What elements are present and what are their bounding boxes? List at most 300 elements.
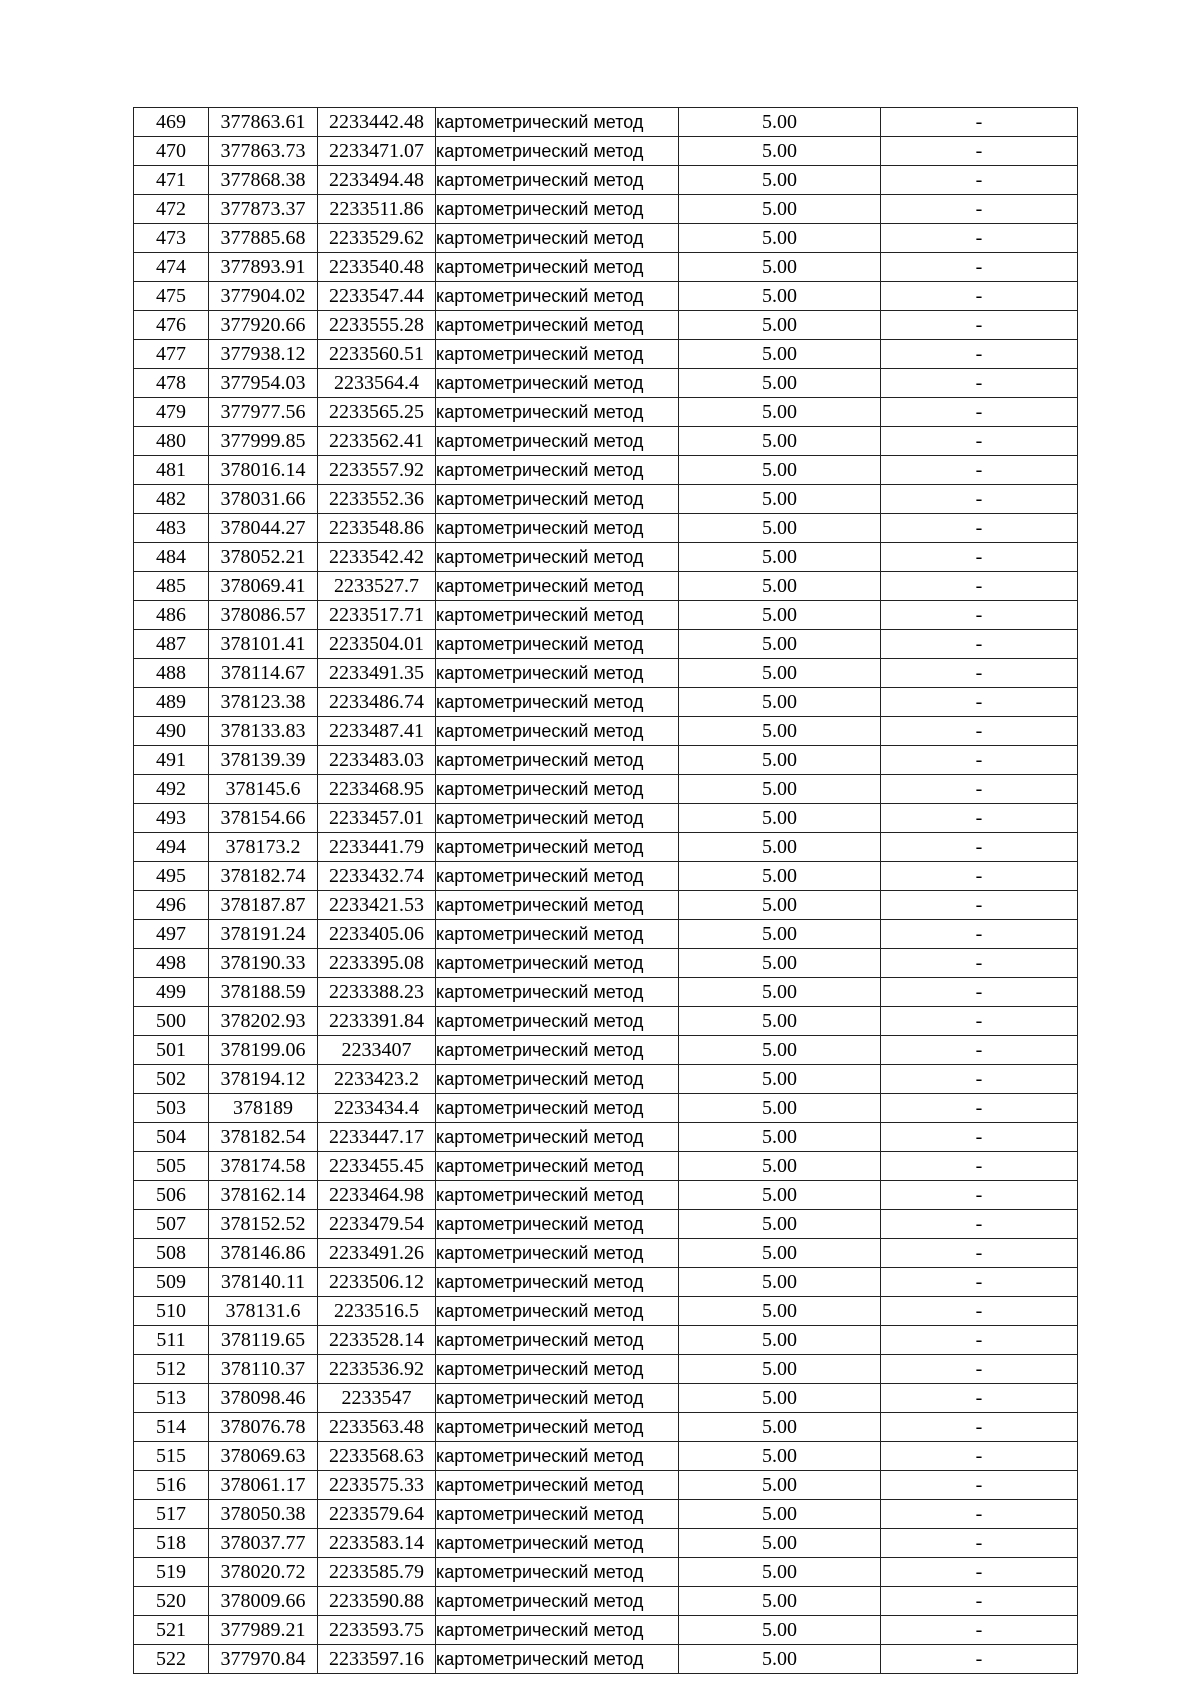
description-cell: - xyxy=(881,1065,1078,1094)
method-cell: картометрический метод xyxy=(436,1326,679,1355)
table-row xyxy=(134,1181,1078,1210)
y-coordinate-cell: 2233548.86 xyxy=(318,514,436,543)
coordinates-table xyxy=(133,107,1078,1674)
y-coordinate-cell: 2233442.48 xyxy=(318,108,436,137)
method-cell: картометрический метод xyxy=(436,1210,679,1239)
point-number-cell: 517 xyxy=(134,1500,209,1529)
point-number-cell: 492 xyxy=(134,775,209,804)
point-number-cell: 475 xyxy=(134,282,209,311)
x-coordinate-cell: 377885.68 xyxy=(209,224,318,253)
point-number-cell: 518 xyxy=(134,1529,209,1558)
accuracy-cell: 5.00 xyxy=(679,1384,881,1413)
method-cell: картометрический метод xyxy=(436,1384,679,1413)
method-cell: картометрический метод xyxy=(436,1297,679,1326)
accuracy-cell: 5.00 xyxy=(679,1065,881,1094)
accuracy-cell: 5.00 xyxy=(679,659,881,688)
accuracy-cell: 5.00 xyxy=(679,1326,881,1355)
description-cell: - xyxy=(881,978,1078,1007)
method-cell: картометрический метод xyxy=(436,1413,679,1442)
description-cell: - xyxy=(881,1268,1078,1297)
table-row xyxy=(134,630,1078,659)
point-number-cell: 478 xyxy=(134,369,209,398)
description-cell: - xyxy=(881,369,1078,398)
accuracy-cell: 5.00 xyxy=(679,253,881,282)
description-cell: - xyxy=(881,1529,1078,1558)
x-coordinate-cell: 377954.03 xyxy=(209,369,318,398)
accuracy-cell: 5.00 xyxy=(679,1123,881,1152)
method-cell: картометрический метод xyxy=(436,688,679,717)
x-coordinate-cell: 377938.12 xyxy=(209,340,318,369)
table-row xyxy=(134,891,1078,920)
x-coordinate-cell: 378044.27 xyxy=(209,514,318,543)
point-number-cell: 479 xyxy=(134,398,209,427)
table-row xyxy=(134,195,1078,224)
x-coordinate-cell: 378009.66 xyxy=(209,1587,318,1616)
description-cell: - xyxy=(881,1036,1078,1065)
x-coordinate-cell: 378173.2 xyxy=(209,833,318,862)
description-cell: - xyxy=(881,659,1078,688)
accuracy-cell: 5.00 xyxy=(679,166,881,195)
accuracy-cell: 5.00 xyxy=(679,1007,881,1036)
accuracy-cell: 5.00 xyxy=(679,1558,881,1587)
point-number-cell: 482 xyxy=(134,485,209,514)
table-row xyxy=(134,1239,1078,1268)
table-row xyxy=(134,920,1078,949)
y-coordinate-cell: 2233579.64 xyxy=(318,1500,436,1529)
y-coordinate-cell: 2233560.51 xyxy=(318,340,436,369)
method-cell: картометрический метод xyxy=(436,456,679,485)
point-number-cell: 521 xyxy=(134,1616,209,1645)
x-coordinate-cell: 378152.52 xyxy=(209,1210,318,1239)
description-cell: - xyxy=(881,1152,1078,1181)
point-number-cell: 470 xyxy=(134,137,209,166)
table-row xyxy=(134,746,1078,775)
method-cell: картометрический метод xyxy=(436,253,679,282)
point-number-cell: 503 xyxy=(134,1094,209,1123)
accuracy-cell: 5.00 xyxy=(679,398,881,427)
description-cell: - xyxy=(881,137,1078,166)
point-number-cell: 514 xyxy=(134,1413,209,1442)
accuracy-cell: 5.00 xyxy=(679,195,881,224)
y-coordinate-cell: 2233529.62 xyxy=(318,224,436,253)
table-row xyxy=(134,1645,1078,1674)
point-number-cell: 471 xyxy=(134,166,209,195)
x-coordinate-cell: 378188.59 xyxy=(209,978,318,1007)
description-cell: - xyxy=(881,1558,1078,1587)
accuracy-cell: 5.00 xyxy=(679,224,881,253)
method-cell: картометрический метод xyxy=(436,282,679,311)
method-cell: картометрический метод xyxy=(436,949,679,978)
point-number-cell: 484 xyxy=(134,543,209,572)
y-coordinate-cell: 2233562.41 xyxy=(318,427,436,456)
x-coordinate-cell: 378114.67 xyxy=(209,659,318,688)
point-number-cell: 477 xyxy=(134,340,209,369)
point-number-cell: 472 xyxy=(134,195,209,224)
y-coordinate-cell: 2233432.74 xyxy=(318,862,436,891)
y-coordinate-cell: 2233468.95 xyxy=(318,775,436,804)
table-row xyxy=(134,543,1078,572)
accuracy-cell: 5.00 xyxy=(679,920,881,949)
y-coordinate-cell: 2233395.08 xyxy=(318,949,436,978)
method-cell: картометрический метод xyxy=(436,1616,679,1645)
accuracy-cell: 5.00 xyxy=(679,1036,881,1065)
accuracy-cell: 5.00 xyxy=(679,456,881,485)
accuracy-cell: 5.00 xyxy=(679,601,881,630)
point-number-cell: 469 xyxy=(134,108,209,137)
description-cell: - xyxy=(881,1326,1078,1355)
point-number-cell: 497 xyxy=(134,920,209,949)
method-cell: картометрический метод xyxy=(436,746,679,775)
y-coordinate-cell: 2233479.54 xyxy=(318,1210,436,1239)
table-row xyxy=(134,311,1078,340)
y-coordinate-cell: 2233585.79 xyxy=(318,1558,436,1587)
accuracy-cell: 5.00 xyxy=(679,282,881,311)
table-row xyxy=(134,601,1078,630)
description-cell: - xyxy=(881,1297,1078,1326)
x-coordinate-cell: 377999.85 xyxy=(209,427,318,456)
description-cell: - xyxy=(881,1587,1078,1616)
point-number-cell: 480 xyxy=(134,427,209,456)
method-cell: картометрический метод xyxy=(436,1123,679,1152)
x-coordinate-cell: 378016.14 xyxy=(209,456,318,485)
point-number-cell: 519 xyxy=(134,1558,209,1587)
accuracy-cell: 5.00 xyxy=(679,311,881,340)
accuracy-cell: 5.00 xyxy=(679,514,881,543)
method-cell: картометрический метод xyxy=(436,340,679,369)
accuracy-cell: 5.00 xyxy=(679,746,881,775)
y-coordinate-cell: 2233486.74 xyxy=(318,688,436,717)
x-coordinate-cell: 378140.11 xyxy=(209,1268,318,1297)
description-cell: - xyxy=(881,1384,1078,1413)
x-coordinate-cell: 377989.21 xyxy=(209,1616,318,1645)
description-cell: - xyxy=(881,1616,1078,1645)
accuracy-cell: 5.00 xyxy=(679,1413,881,1442)
y-coordinate-cell: 2233434.4 xyxy=(318,1094,436,1123)
method-cell: картометрический метод xyxy=(436,166,679,195)
y-coordinate-cell: 2233517.71 xyxy=(318,601,436,630)
x-coordinate-cell: 378139.39 xyxy=(209,746,318,775)
method-cell: картометрический метод xyxy=(436,108,679,137)
method-cell: картометрический метод xyxy=(436,514,679,543)
description-cell: - xyxy=(881,601,1078,630)
accuracy-cell: 5.00 xyxy=(679,137,881,166)
table-row xyxy=(134,1094,1078,1123)
x-coordinate-cell: 378069.41 xyxy=(209,572,318,601)
accuracy-cell: 5.00 xyxy=(679,1442,881,1471)
y-coordinate-cell: 2233555.28 xyxy=(318,311,436,340)
description-cell: - xyxy=(881,543,1078,572)
method-cell: картометрический метод xyxy=(436,1268,679,1297)
table-row xyxy=(134,1355,1078,1384)
table-row xyxy=(134,1268,1078,1297)
table-row xyxy=(134,1587,1078,1616)
accuracy-cell: 5.00 xyxy=(679,108,881,137)
description-cell: - xyxy=(881,920,1078,949)
accuracy-cell: 5.00 xyxy=(679,717,881,746)
table-row xyxy=(134,572,1078,601)
x-coordinate-cell: 378110.37 xyxy=(209,1355,318,1384)
description-cell: - xyxy=(881,1210,1078,1239)
method-cell: картометрический метод xyxy=(436,1065,679,1094)
method-cell: картометрический метод xyxy=(436,485,679,514)
point-number-cell: 495 xyxy=(134,862,209,891)
point-number-cell: 506 xyxy=(134,1181,209,1210)
accuracy-cell: 5.00 xyxy=(679,1471,881,1500)
point-number-cell: 504 xyxy=(134,1123,209,1152)
x-coordinate-cell: 378189 xyxy=(209,1094,318,1123)
method-cell: картометрический метод xyxy=(436,1442,679,1471)
point-number-cell: 509 xyxy=(134,1268,209,1297)
accuracy-cell: 5.00 xyxy=(679,1152,881,1181)
method-cell: картометрический метод xyxy=(436,1094,679,1123)
table-row xyxy=(134,166,1078,195)
table-row xyxy=(134,862,1078,891)
description-cell: - xyxy=(881,949,1078,978)
y-coordinate-cell: 2233547.44 xyxy=(318,282,436,311)
x-coordinate-cell: 378174.58 xyxy=(209,1152,318,1181)
accuracy-cell: 5.00 xyxy=(679,485,881,514)
point-number-cell: 501 xyxy=(134,1036,209,1065)
table-row xyxy=(134,1413,1078,1442)
description-cell: - xyxy=(881,1471,1078,1500)
description-cell: - xyxy=(881,485,1078,514)
method-cell: картометрический метод xyxy=(436,1558,679,1587)
x-coordinate-cell: 377893.91 xyxy=(209,253,318,282)
y-coordinate-cell: 2233491.35 xyxy=(318,659,436,688)
x-coordinate-cell: 377873.37 xyxy=(209,195,318,224)
description-cell: - xyxy=(881,1094,1078,1123)
method-cell: картометрический метод xyxy=(436,543,679,572)
description-cell: - xyxy=(881,804,1078,833)
method-cell: картометрический метод xyxy=(436,1500,679,1529)
x-coordinate-cell: 378119.65 xyxy=(209,1326,318,1355)
point-number-cell: 476 xyxy=(134,311,209,340)
x-coordinate-cell: 378131.6 xyxy=(209,1297,318,1326)
y-coordinate-cell: 2233575.33 xyxy=(318,1471,436,1500)
y-coordinate-cell: 2233506.12 xyxy=(318,1268,436,1297)
accuracy-cell: 5.00 xyxy=(679,1297,881,1326)
point-number-cell: 499 xyxy=(134,978,209,1007)
table-row xyxy=(134,1152,1078,1181)
point-number-cell: 520 xyxy=(134,1587,209,1616)
accuracy-cell: 5.00 xyxy=(679,891,881,920)
table-row xyxy=(134,427,1078,456)
method-cell: картометрический метод xyxy=(436,630,679,659)
y-coordinate-cell: 2233447.17 xyxy=(318,1123,436,1152)
method-cell: картометрический метод xyxy=(436,1471,679,1500)
y-coordinate-cell: 2233455.45 xyxy=(318,1152,436,1181)
table-row xyxy=(134,1210,1078,1239)
point-number-cell: 493 xyxy=(134,804,209,833)
x-coordinate-cell: 378052.21 xyxy=(209,543,318,572)
point-number-cell: 487 xyxy=(134,630,209,659)
method-cell: картометрический метод xyxy=(436,804,679,833)
y-coordinate-cell: 2233516.5 xyxy=(318,1297,436,1326)
accuracy-cell: 5.00 xyxy=(679,804,881,833)
accuracy-cell: 5.00 xyxy=(679,1239,881,1268)
x-coordinate-cell: 378101.41 xyxy=(209,630,318,659)
x-coordinate-cell: 377970.84 xyxy=(209,1645,318,1674)
x-coordinate-cell: 377868.38 xyxy=(209,166,318,195)
y-coordinate-cell: 2233441.79 xyxy=(318,833,436,862)
x-coordinate-cell: 378154.66 xyxy=(209,804,318,833)
description-cell: - xyxy=(881,224,1078,253)
method-cell: картометрический метод xyxy=(436,1239,679,1268)
table-row xyxy=(134,224,1078,253)
y-coordinate-cell: 2233563.48 xyxy=(318,1413,436,1442)
method-cell: картометрический метод xyxy=(436,1007,679,1036)
method-cell: картометрический метод xyxy=(436,891,679,920)
method-cell: картометрический метод xyxy=(436,833,679,862)
table-row xyxy=(134,1297,1078,1326)
table-row xyxy=(134,1471,1078,1500)
x-coordinate-cell: 378191.24 xyxy=(209,920,318,949)
table-row xyxy=(134,659,1078,688)
table-row xyxy=(134,369,1078,398)
method-cell: картометрический метод xyxy=(436,1645,679,1674)
method-cell: картометрический метод xyxy=(436,398,679,427)
method-cell: картометрический метод xyxy=(436,601,679,630)
y-coordinate-cell: 2233471.07 xyxy=(318,137,436,166)
description-cell: - xyxy=(881,195,1078,224)
point-number-cell: 485 xyxy=(134,572,209,601)
point-number-cell: 496 xyxy=(134,891,209,920)
y-coordinate-cell: 2233583.14 xyxy=(318,1529,436,1558)
accuracy-cell: 5.00 xyxy=(679,572,881,601)
table-row xyxy=(134,514,1078,543)
table-row xyxy=(134,137,1078,166)
table-row xyxy=(134,1500,1078,1529)
description-cell: - xyxy=(881,1181,1078,1210)
table-row xyxy=(134,1558,1078,1587)
description-cell: - xyxy=(881,891,1078,920)
description-cell: - xyxy=(881,514,1078,543)
description-cell: - xyxy=(881,340,1078,369)
accuracy-cell: 5.00 xyxy=(679,630,881,659)
method-cell: картометрический метод xyxy=(436,862,679,891)
table-row xyxy=(134,253,1078,282)
y-coordinate-cell: 2233564.4 xyxy=(318,369,436,398)
description-cell: - xyxy=(881,398,1078,427)
x-coordinate-cell: 377904.02 xyxy=(209,282,318,311)
point-number-cell: 486 xyxy=(134,601,209,630)
x-coordinate-cell: 378162.14 xyxy=(209,1181,318,1210)
x-coordinate-cell: 378190.33 xyxy=(209,949,318,978)
point-number-cell: 512 xyxy=(134,1355,209,1384)
description-cell: - xyxy=(881,1355,1078,1384)
y-coordinate-cell: 2233405.06 xyxy=(318,920,436,949)
description-cell: - xyxy=(881,717,1078,746)
y-coordinate-cell: 2233547 xyxy=(318,1384,436,1413)
x-coordinate-cell: 378187.87 xyxy=(209,891,318,920)
description-cell: - xyxy=(881,253,1078,282)
point-number-cell: 507 xyxy=(134,1210,209,1239)
table-row xyxy=(134,456,1078,485)
y-coordinate-cell: 2233483.03 xyxy=(318,746,436,775)
x-coordinate-cell: 378086.57 xyxy=(209,601,318,630)
accuracy-cell: 5.00 xyxy=(679,978,881,1007)
x-coordinate-cell: 378199.06 xyxy=(209,1036,318,1065)
x-coordinate-cell: 378146.86 xyxy=(209,1239,318,1268)
accuracy-cell: 5.00 xyxy=(679,1094,881,1123)
y-coordinate-cell: 2233391.84 xyxy=(318,1007,436,1036)
point-number-cell: 513 xyxy=(134,1384,209,1413)
accuracy-cell: 5.00 xyxy=(679,1529,881,1558)
point-number-cell: 500 xyxy=(134,1007,209,1036)
x-coordinate-cell: 378076.78 xyxy=(209,1413,318,1442)
y-coordinate-cell: 2233457.01 xyxy=(318,804,436,833)
method-cell: картометрический метод xyxy=(436,1152,679,1181)
accuracy-cell: 5.00 xyxy=(679,1616,881,1645)
table-row xyxy=(134,717,1078,746)
point-number-cell: 522 xyxy=(134,1645,209,1674)
accuracy-cell: 5.00 xyxy=(679,369,881,398)
table-row xyxy=(134,485,1078,514)
method-cell: картометрический метод xyxy=(436,1036,679,1065)
table-row xyxy=(134,282,1078,311)
point-number-cell: 511 xyxy=(134,1326,209,1355)
table-row xyxy=(134,1442,1078,1471)
description-cell: - xyxy=(881,1007,1078,1036)
accuracy-cell: 5.00 xyxy=(679,1268,881,1297)
x-coordinate-cell: 377920.66 xyxy=(209,311,318,340)
x-coordinate-cell: 378050.38 xyxy=(209,1500,318,1529)
table-row xyxy=(134,688,1078,717)
y-coordinate-cell: 2233504.01 xyxy=(318,630,436,659)
x-coordinate-cell: 377863.73 xyxy=(209,137,318,166)
accuracy-cell: 5.00 xyxy=(679,1500,881,1529)
x-coordinate-cell: 378194.12 xyxy=(209,1065,318,1094)
description-cell: - xyxy=(881,833,1078,862)
accuracy-cell: 5.00 xyxy=(679,833,881,862)
accuracy-cell: 5.00 xyxy=(679,340,881,369)
accuracy-cell: 5.00 xyxy=(679,1587,881,1616)
table-row xyxy=(134,1065,1078,1094)
description-cell: - xyxy=(881,1239,1078,1268)
x-coordinate-cell: 378133.83 xyxy=(209,717,318,746)
y-coordinate-cell: 2233565.25 xyxy=(318,398,436,427)
point-number-cell: 515 xyxy=(134,1442,209,1471)
y-coordinate-cell: 2233527.7 xyxy=(318,572,436,601)
x-coordinate-cell: 378182.74 xyxy=(209,862,318,891)
method-cell: картометрический метод xyxy=(436,369,679,398)
point-number-cell: 481 xyxy=(134,456,209,485)
point-number-cell: 488 xyxy=(134,659,209,688)
method-cell: картометрический метод xyxy=(436,224,679,253)
method-cell: картометрический метод xyxy=(436,137,679,166)
table-row xyxy=(134,1616,1078,1645)
point-number-cell: 491 xyxy=(134,746,209,775)
method-cell: картометрический метод xyxy=(436,572,679,601)
table-row xyxy=(134,949,1078,978)
coordinates-table-body xyxy=(134,108,1078,1674)
description-cell: - xyxy=(881,746,1078,775)
x-coordinate-cell: 378123.38 xyxy=(209,688,318,717)
point-number-cell: 494 xyxy=(134,833,209,862)
method-cell: картометрический метод xyxy=(436,978,679,1007)
y-coordinate-cell: 2233590.88 xyxy=(318,1587,436,1616)
x-coordinate-cell: 378145.6 xyxy=(209,775,318,804)
table-row xyxy=(134,108,1078,137)
description-cell: - xyxy=(881,688,1078,717)
table-row xyxy=(134,1529,1078,1558)
description-cell: - xyxy=(881,1442,1078,1471)
point-number-cell: 474 xyxy=(134,253,209,282)
x-coordinate-cell: 378098.46 xyxy=(209,1384,318,1413)
y-coordinate-cell: 2233421.53 xyxy=(318,891,436,920)
table-row xyxy=(134,833,1078,862)
x-coordinate-cell: 378037.77 xyxy=(209,1529,318,1558)
